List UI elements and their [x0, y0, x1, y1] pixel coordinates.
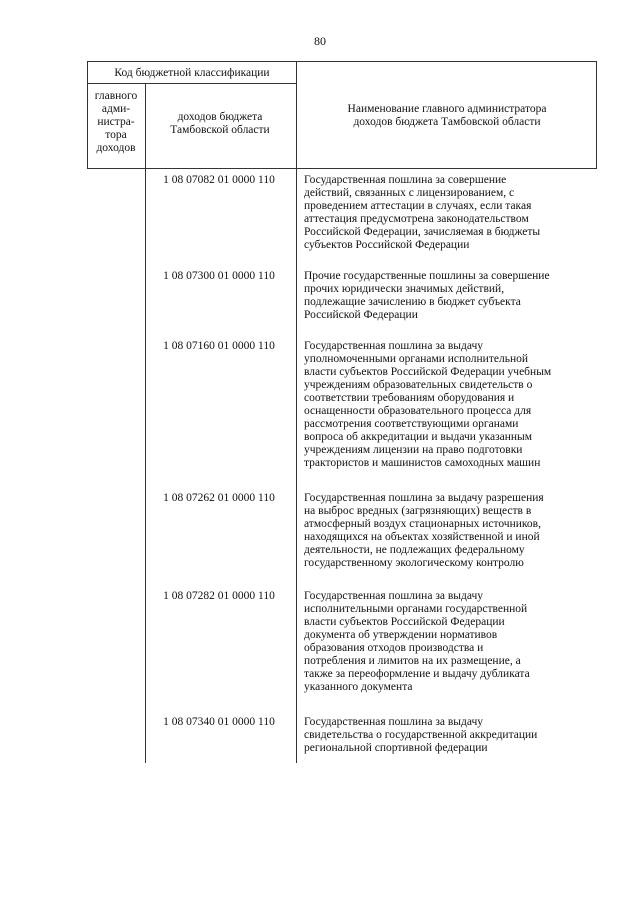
row-code: 1 08 07160 01 0000 110: [163, 340, 275, 352]
description-line: рассмотрения соответствующими органами: [304, 418, 519, 430]
description-line: Государственная пошлина за совершение: [304, 174, 507, 186]
admin-name-header: [298, 103, 596, 129]
kbk-header-underline: [87, 83, 297, 84]
chief-admin-header: [88, 90, 144, 155]
header-line: Тамбовской области: [170, 124, 270, 136]
header-line: Наименование главного администратора: [347, 103, 547, 115]
description-line: трактористов и машинистов самоходных машин: [304, 457, 541, 469]
row-description: [304, 590, 596, 694]
description-line: на выброс вредных (загрязняющих) веществ в: [304, 505, 532, 517]
description-line: исполнительными органами государственной: [304, 603, 528, 615]
description-line: образования отходов производства и: [304, 642, 484, 654]
row-description: [304, 716, 596, 755]
header-line: доходов: [96, 142, 136, 154]
header-line: тора: [105, 129, 127, 141]
description-line: прочих юридически значимых действий,: [304, 283, 505, 295]
description-line: Государственная пошлина за выдачу разрешения: [304, 492, 544, 504]
description-line: также за переоформление и выдачу дубликата: [304, 668, 530, 680]
row-code: 1 08 07340 01 0000 110: [163, 716, 275, 728]
header-line: доходов бюджета: [177, 111, 263, 123]
description-line: Российской Федерации: [304, 309, 418, 321]
table-divider-name: [296, 61, 297, 763]
description-line: действий, связанных с лицензированием, с: [304, 187, 515, 199]
table-top-border: [87, 61, 597, 62]
page-number: 80: [314, 34, 326, 48]
description-line: Государственная пошлина за выдачу: [304, 590, 484, 602]
description-line: указанного документа: [304, 681, 413, 693]
row-description: [304, 270, 596, 322]
kbk-header: Код бюджетной классификации: [114, 67, 270, 79]
description-line: Государственная пошлина за выдачу: [304, 340, 484, 352]
description-line: аттестация предусмотрена законодательством: [304, 213, 529, 225]
description-line: Государственная пошлина за выдачу: [304, 716, 484, 728]
row-description: [304, 174, 596, 252]
description-line: документа об утверждении нормативов: [304, 629, 498, 641]
description-line: учреждениям образовательных свидетельств о: [304, 379, 533, 391]
description-line: проведением аттестации в случаях, если такая: [304, 200, 532, 212]
row-code: 1 08 07300 01 0000 110: [163, 270, 275, 282]
description-line: власти субъектов Российской Федерации учебным: [304, 366, 552, 378]
description-line: власти субъектов Российской Федерации: [304, 616, 505, 628]
table-border-right: [596, 61, 597, 169]
row-description: [304, 340, 596, 470]
description-line: учреждениям лицензии на право подготовки: [304, 444, 523, 456]
header-line: доходов бюджета Тамбовской области: [353, 116, 541, 128]
description-line: деятельности, не подлежащих федеральному: [304, 544, 525, 556]
row-code: 1 08 07262 01 0000 110: [163, 492, 275, 504]
header-bottom-border: [87, 168, 597, 169]
description-line: подлежащие зачислению в бюджет субъекта: [304, 296, 521, 308]
description-line: свидетельства о государственной аккредитации: [304, 729, 538, 741]
description-line: оснащенности образовательного процесса для: [304, 405, 532, 417]
header-line: нистра-: [97, 116, 135, 128]
income-header: [150, 111, 290, 137]
description-line: региональной спортивной федерации: [304, 742, 488, 754]
row-code: 1 08 07082 01 0000 110: [163, 174, 275, 186]
description-line: субъектов Российской Федерации: [304, 239, 470, 251]
description-line: уполномоченными органами исполнительной: [304, 353, 529, 365]
description-line: вопроса об аккредитации и выдачи указанным: [304, 431, 533, 443]
header-line: главного: [94, 90, 138, 102]
description-line: Российской Федерации, зачисляемая в бюджеты: [304, 226, 541, 238]
description-line: находящихся на объектах хозяйственной и иной: [304, 531, 540, 543]
header-line: адми-: [101, 103, 131, 115]
description-line: соответствии требованиям оборудования и: [304, 392, 515, 404]
row-code: 1 08 07282 01 0000 110: [163, 590, 275, 602]
description-line: государственному экологическому контролю: [304, 557, 524, 569]
description-line: атмосферный воздух стационарных источников,: [304, 518, 541, 530]
description-line: потребления и лимитов на их размещение, а: [304, 655, 521, 667]
description-line: Прочие государственные пошлины за совершение: [304, 270, 550, 282]
row-description: [304, 492, 596, 570]
